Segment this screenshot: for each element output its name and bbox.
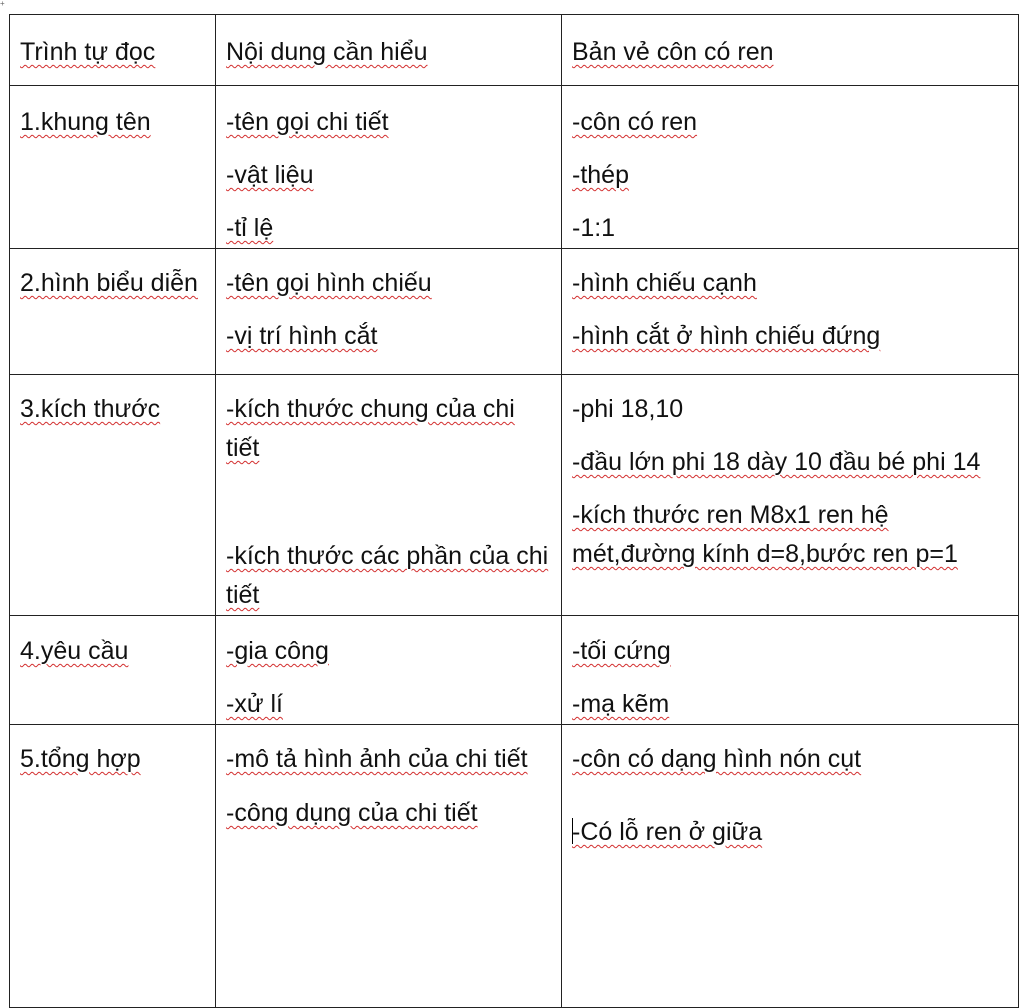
- step-text: 4.yêu cầu: [20, 637, 129, 665]
- drawing-text: -Có lỗ ren ở giữa: [572, 818, 763, 846]
- header-content-text: Nội dung cần hiểu: [226, 38, 428, 66]
- drawing-text: -mạ kẽm: [572, 690, 670, 718]
- drawing-text: -phi 18,10: [572, 395, 684, 423]
- header-cell-drawing[interactable]: [562, 15, 1019, 86]
- header-cell-content[interactable]: [216, 15, 562, 86]
- content-text: -xử lí: [226, 690, 284, 718]
- table-row: [10, 616, 1019, 725]
- table-row: [10, 375, 1019, 616]
- header-cell-step[interactable]: [10, 15, 216, 86]
- step-text: 5.tổng hợp: [20, 745, 141, 773]
- content-cell[interactable]: [216, 375, 562, 616]
- table-header-row: [10, 15, 1019, 86]
- step-cell[interactable]: [10, 616, 216, 725]
- content-text: -gia công: [226, 637, 329, 665]
- content-text: -tên gọi chi tiết: [226, 108, 389, 136]
- step-cell[interactable]: [10, 725, 216, 1008]
- step-cell[interactable]: [10, 86, 216, 249]
- table-row: [10, 249, 1019, 375]
- drawing-text: -thép: [572, 161, 629, 189]
- step-text: 1.khung tên: [20, 108, 151, 136]
- header-step-text: Trình tự đọc: [20, 38, 156, 66]
- drawing-cell[interactable]: [562, 86, 1019, 249]
- content-text: -tên gọi hình chiếu: [226, 269, 432, 297]
- table-row: [10, 86, 1019, 249]
- table-row: [10, 725, 1019, 1008]
- content-cell[interactable]: [216, 249, 562, 375]
- drawing-line-with-caret: [572, 813, 1010, 852]
- drawing-text: -côn có dạng hình nón cụt: [572, 745, 862, 773]
- content-cell[interactable]: [216, 725, 562, 1008]
- drawing-text: -1:1: [572, 214, 616, 242]
- content-text: -kích thước các phần của chi tiết: [226, 542, 549, 609]
- drawing-text: -kích thước ren M8x1 ren hệ mét,đường kính d=8,bước ren p=1: [572, 501, 958, 568]
- content-text: -vật liệu: [226, 161, 314, 189]
- drawing-cell[interactable]: [562, 725, 1019, 1008]
- content-text: -công dụng của chi tiết: [226, 799, 478, 827]
- step-text: 3.kích thước: [20, 395, 161, 423]
- content-cell[interactable]: [216, 86, 562, 249]
- drawing-cell[interactable]: [562, 375, 1019, 616]
- step-cell[interactable]: [10, 375, 216, 616]
- header-drawing-text: Bản vẻ côn có ren: [572, 38, 774, 66]
- table-move-handle[interactable]: +: [0, 0, 5, 8]
- step-cell[interactable]: [10, 249, 216, 375]
- content-text: -kích thước chung của chi tiết: [226, 395, 515, 462]
- drawing-text: -tối cứng: [572, 637, 671, 665]
- drawing-text: -đầu lớn phi 18 dày 10 đầu bé phi 14: [572, 448, 981, 476]
- drawing-text: -hình cắt ở hình chiếu đứng: [572, 322, 881, 350]
- step-text: 2.hình biểu diễn: [20, 269, 198, 297]
- drawing-cell[interactable]: [562, 249, 1019, 375]
- drawing-text: -côn có ren: [572, 108, 698, 136]
- drawing-cell[interactable]: [562, 616, 1019, 725]
- reading-order-table: [9, 14, 1019, 1008]
- content-text: -vị trí hình cắt: [226, 322, 378, 350]
- content-text: -tỉ lệ: [226, 214, 274, 242]
- drawing-text: -hình chiếu cạnh: [572, 269, 757, 297]
- content-text: -mô tả hình ảnh của chi tiết: [226, 745, 528, 773]
- content-cell[interactable]: [216, 616, 562, 725]
